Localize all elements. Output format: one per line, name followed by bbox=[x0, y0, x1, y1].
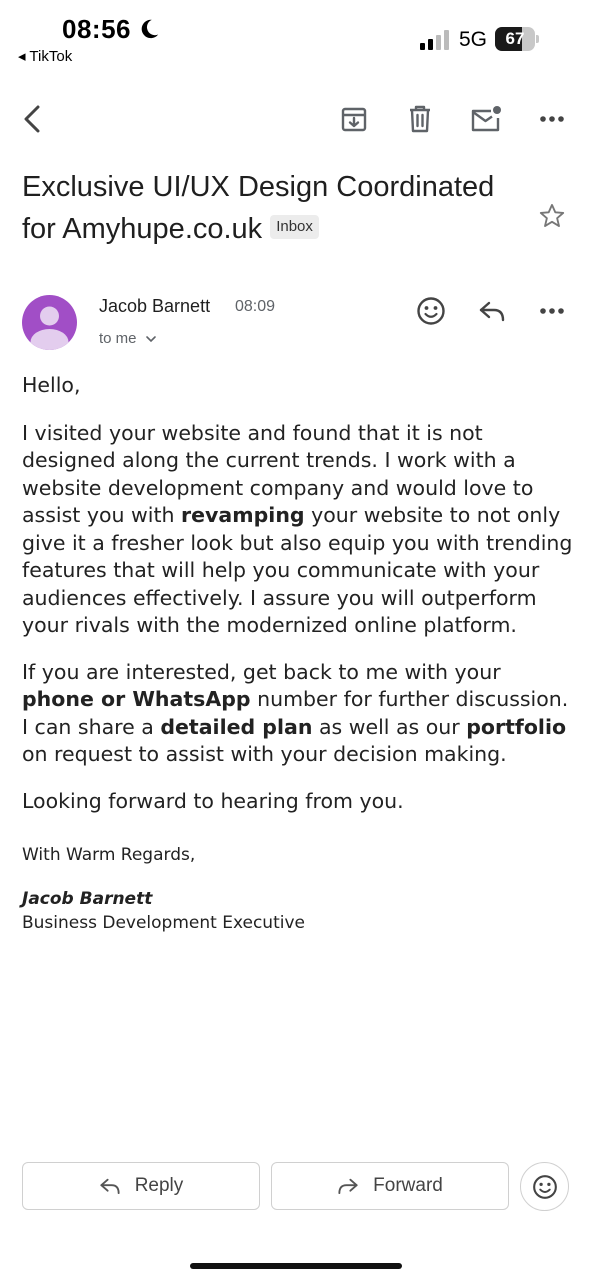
signature-title: Business Development Executive bbox=[22, 913, 305, 933]
email-body bbox=[22, 372, 577, 935]
add-reaction-button[interactable] bbox=[411, 291, 451, 331]
trash-icon bbox=[407, 104, 433, 134]
emoji-reaction-button[interactable] bbox=[520, 1162, 569, 1211]
person-icon bbox=[22, 295, 77, 350]
star-icon bbox=[538, 202, 566, 230]
subject-text: Exclusive UI/UX Design Coordinated for Amyhupe.co.uk bbox=[22, 171, 495, 245]
chevron-left-icon bbox=[20, 104, 44, 134]
emoji-icon bbox=[532, 1174, 558, 1200]
recipient-text: to me bbox=[99, 330, 137, 347]
cellular-signal-icon bbox=[420, 30, 452, 50]
back-button[interactable] bbox=[12, 99, 52, 139]
reply-button[interactable] bbox=[22, 1162, 260, 1210]
more-horizontal-icon bbox=[539, 115, 565, 123]
reply-icon bbox=[478, 300, 506, 322]
reply-icon-button[interactable] bbox=[472, 291, 512, 331]
inbox-label-badge[interactable]: Inbox bbox=[270, 215, 319, 239]
archive-icon bbox=[340, 105, 368, 133]
message-more-button[interactable] bbox=[532, 291, 572, 331]
delete-button[interactable] bbox=[400, 99, 440, 139]
sender-avatar[interactable] bbox=[22, 295, 77, 350]
email-subject bbox=[22, 166, 522, 250]
network-type: 5G bbox=[459, 28, 488, 51]
reply-label: Reply bbox=[134, 1175, 184, 1196]
regards-line: With Warm Regards, bbox=[22, 845, 196, 865]
reply-icon bbox=[99, 1177, 121, 1195]
emoji-icon bbox=[416, 296, 446, 326]
signature-name: Jacob Barnett bbox=[22, 889, 153, 909]
battery-icon bbox=[495, 27, 541, 51]
recipient-details-toggle[interactable] bbox=[99, 330, 157, 347]
forward-button[interactable] bbox=[271, 1162, 509, 1210]
more-options-button[interactable] bbox=[532, 99, 572, 139]
body-paragraph-2: If you are interested, get back to me with your phone or WhatsApp number for further discussion. I can share a detailed plan as well as our portfolio on request to assist with your decision making. bbox=[22, 659, 569, 766]
body-paragraph-1: I visited your website and found that it is not designed along the current trends. I work with a website development company and would love to assist you with revamping your website to not only give it a fresher look but also equip you with trending features that will help you communicate with your audiences effectively. I assure you will outperform your rivals with the modernized online platform. bbox=[22, 420, 573, 637]
mark-unread-icon bbox=[470, 105, 502, 133]
forward-icon bbox=[337, 1177, 359, 1195]
forward-label: Forward bbox=[373, 1175, 443, 1196]
star-button[interactable] bbox=[532, 196, 572, 236]
battery-percentage: 67 bbox=[505, 29, 525, 48]
greeting: Hello, bbox=[22, 373, 81, 397]
sent-time: 08:09 bbox=[235, 298, 276, 315]
more-horizontal-icon bbox=[539, 307, 565, 315]
archive-button[interactable] bbox=[334, 99, 374, 139]
home-indicator[interactable] bbox=[190, 1263, 402, 1269]
sender-name[interactable]: Jacob Barnett bbox=[99, 296, 211, 316]
back-to-app-link[interactable]: ◂ TikTok bbox=[18, 48, 73, 65]
chevron-down-icon bbox=[145, 335, 157, 343]
closing-line: Looking forward to hearing from you. bbox=[22, 788, 404, 813]
moon-icon bbox=[138, 18, 160, 40]
status-time: 08:56 bbox=[62, 14, 131, 44]
mark-unread-button[interactable] bbox=[466, 99, 506, 139]
